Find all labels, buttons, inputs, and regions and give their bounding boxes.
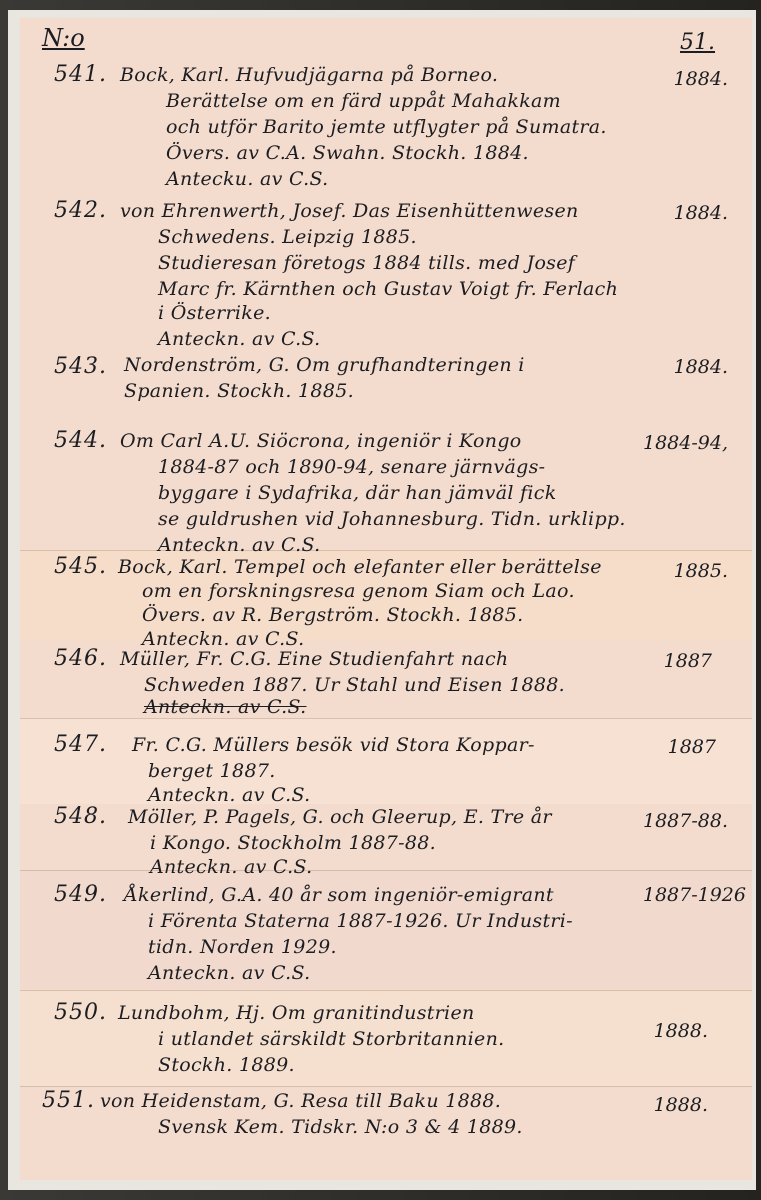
entry-year: 1887 [663,650,712,672]
entry-line: Schwedens. Leipzig 1885. [158,226,417,248]
entry-line: och utför Barito jemte utflygter på Sumatra. [166,116,607,138]
page-number: 51. [680,30,715,55]
entry-line: Anteckn. av C.S. [142,628,305,650]
entry-line: 1884-87 och 1890-94, senare järnvägs- [158,456,546,478]
entry-line: Om Carl A.U. Siöcrona, ingeniör i Kongo [120,430,522,452]
entry-line: Övers. av C.A. Swahn. Stockh. 1884. [166,142,529,164]
entry-line: tidn. Norden 1929. [148,936,337,958]
number-column-label: N:o [42,24,85,52]
entry-line: i Kongo. Stockholm 1887-88. [150,832,436,854]
entry-line: Möller, P. Pagels, G. och Gleerup, E. Tre år [128,806,552,828]
entry-line: byggare i Sydafrika, där han jämväl fick [158,482,557,504]
entry-line: Nordenström, G. Om grufhandteringen i [124,354,525,376]
entry-line: Anteckn. av C.S. [148,962,311,984]
entry-number: 547. [54,732,107,757]
entry-line: se guldrushen vid Johannesburg. Tidn. urklipp. [158,508,626,530]
entry-number: 543. [54,354,107,379]
entry-line: i Förenta Staterna 1887-1926. Ur Industri- [148,910,573,932]
entry-line: Anteckn. av C.S. [158,534,321,556]
paper-strip [20,718,752,804]
entry-number: 542. [54,198,107,223]
entry-line: Fr. C.G. Müllers besök vid Stora Koppar- [132,734,535,756]
entry-year: 1888. [653,1020,708,1042]
entry-year: 1887 [667,736,716,758]
entry-number: 550. [54,1000,107,1025]
entry-line: Övers. av R. Bergström. Stockh. 1885. [142,604,524,626]
entry-number: 541. [54,62,107,87]
entry-year: 1887-88. [643,810,728,832]
entry-line: Svensk Kem. Tidskr. N:o 3 & 4 1889. [158,1116,523,1138]
entry-line: Müller, Fr. C.G. Eine Studienfahrt nach [120,648,509,670]
entry-number: 548. [54,804,107,829]
entry-line: von Heidenstam, G. Resa till Baku 1888. [100,1090,502,1112]
entry-number: 551. [42,1088,95,1113]
entry-line: i utlandet särskildt Storbritannien. [158,1028,505,1050]
entry-line: Studieresan företogs 1884 tills. med Josef [158,252,576,274]
document-page [20,18,752,1180]
entry-year: 1888. [653,1094,708,1116]
entry-number: 546. [54,646,107,671]
entry-line: Spanien. Stockh. 1885. [124,380,354,402]
entry-number: 544. [54,428,107,453]
entry-line: Åkerlind, G.A. 40 år som ingeniör-emigrant [124,884,554,906]
entry-line: om en forskningsresa genom Siam och Lao. [142,580,575,602]
entry-line: Berättelse om en färd uppåt Mahakkam [166,90,561,112]
entry-line: von Ehrenwerth, Josef. Das Eisenhüttenwesen [120,200,579,222]
entry-line: Schweden 1887. Ur Stahl und Eisen 1888. [144,674,565,696]
entry-line: i Österrike. [158,302,271,324]
entry-line: Lundbohm, Hj. Om granitindustrien [118,1002,475,1024]
entry-line: Bock, Karl. Tempel och elefanter eller berättelse [118,556,602,578]
entry-line: Antecku. av C.S. [166,168,329,190]
entry-line-struck: Anteckn. av C.S. [144,696,307,718]
entry-line: Marc fr. Kärnthen och Gustav Voigt fr. Ferlach [158,278,619,300]
entry-year: 1884. [673,68,728,90]
entry-number: 545. [54,554,107,579]
entry-year: 1884. [673,202,728,224]
entry-line: Anteckn. av C.S. [158,328,321,350]
entry-year: 1884-94, [643,432,728,454]
entry-number: 549. [54,882,107,907]
entry-year: 1884. [673,356,728,378]
entry-line: Anteckn. av C.S. [150,856,313,878]
entry-line: Stockh. 1889. [158,1054,295,1076]
entry-line: Anteckn. av C.S. [148,784,311,806]
entry-year: 1887-1926 [642,884,746,906]
entry-line: berget 1887. [148,760,276,782]
entry-line: Bock, Karl. Hufvudjägarna på Borneo. [120,64,499,86]
entry-year: 1885. [673,560,728,582]
